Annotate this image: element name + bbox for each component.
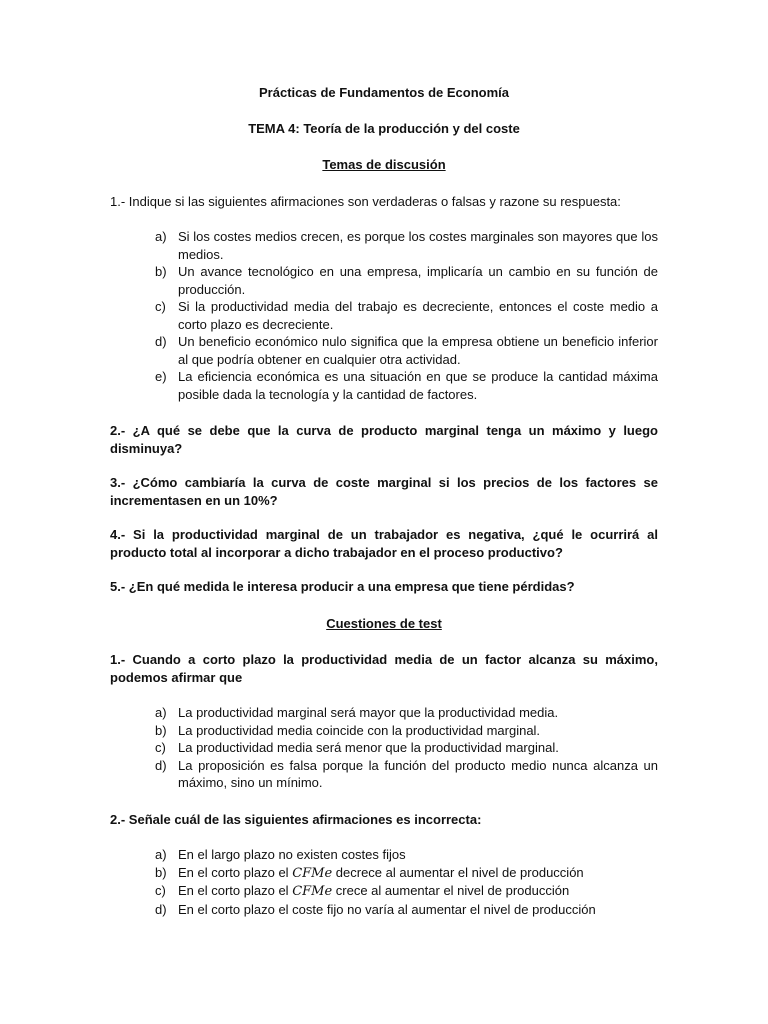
- option-text-pre: En el corto plazo el: [178, 883, 293, 898]
- section-heading-discussion: Temas de discusión: [322, 157, 446, 172]
- option-label: d): [155, 334, 167, 349]
- option-label: b): [155, 722, 167, 738]
- option-text-pre: En el corto plazo el: [178, 864, 293, 880]
- test-q2-options: [110, 846, 658, 918]
- option-item: [110, 263, 658, 298]
- option-label: b): [155, 264, 167, 279]
- document-subtitle: TEMA 4: Teoría de la producción y del coste: [248, 120, 520, 136]
- discussion-question-2: [110, 422, 658, 457]
- option-label: b): [155, 864, 167, 880]
- question-text-emphasis: incorrecta:: [414, 811, 482, 827]
- section-heading-test: Cuestiones de test: [326, 615, 442, 631]
- question-number: 2.-: [110, 811, 126, 827]
- question-number: 5.-: [110, 579, 126, 594]
- option-item: [110, 739, 658, 757]
- question-text: Si la productividad marginal de un trabajador es negativa, ¿qué le ocurrirá al producto total al incorporar a dicho trabajador en el proceso productivo?: [110, 527, 658, 560]
- option-text: Si la productividad media del trabajo es decreciente, entonces el coste medio a corto plazo es decreciente.: [178, 299, 658, 332]
- discussion-question-3: [110, 474, 658, 509]
- question-number: 4.-: [110, 527, 126, 542]
- option-text-post: crece al aumentar el nivel de producción: [332, 883, 570, 898]
- option-item: [110, 704, 658, 722]
- option-label: a): [155, 229, 167, 244]
- option-text: La productividad media será menor que la productividad marginal.: [178, 740, 559, 755]
- option-label: c): [155, 299, 166, 314]
- option-text: La productividad media coincide con la productividad marginal.: [178, 722, 541, 738]
- option-text: Un beneficio económico nulo significa que la empresa obtiene un beneficio inferior al que podría obtener en cualquier otra actividad.: [178, 334, 658, 367]
- document-page: [110, 84, 658, 918]
- question-text: ¿En qué medida le interesa producir a una empresa que tiene pérdidas?: [128, 579, 575, 594]
- discussion-question-4: [110, 526, 658, 561]
- option-label: d): [155, 757, 167, 773]
- question-number: 1.-: [110, 193, 126, 209]
- discussion-q1-options: [110, 228, 658, 403]
- option-text: En el largo plazo no existen costes fijos: [178, 847, 406, 862]
- option-item: [110, 757, 658, 792]
- option-text: Un avance tecnológico en una empresa, implicaría un cambio en su función de producción.: [178, 264, 658, 297]
- question-text: Señale cuál de las siguientes afirmaciones es: [128, 811, 415, 827]
- option-text-post: decrece al aumentar el nivel de producción: [332, 864, 584, 880]
- option-item: [110, 846, 658, 864]
- question-text: ¿Cómo cambiaría la curva de coste marginal si los precios de los factores se incrementasen en un 10%?: [110, 475, 658, 508]
- option-label: e): [155, 369, 167, 384]
- question-text: ¿A qué se debe que la curva de producto marginal tenga un máximo y luego disminuya?: [110, 423, 658, 456]
- option-item: [110, 333, 658, 368]
- option-item: [110, 228, 658, 263]
- question-text: Cuando a corto plazo la productividad media de un factor alcanza su máximo, podemos afirmar que: [110, 652, 658, 685]
- option-text: En el corto plazo el coste fijo no varía al aumentar el nivel de producción: [178, 901, 596, 917]
- option-text: La productividad marginal será mayor que la productividad media.: [178, 705, 559, 720]
- question-number: 1.-: [110, 652, 126, 667]
- option-item: [110, 298, 658, 333]
- option-item: [110, 882, 658, 901]
- discussion-question-1: [110, 193, 658, 211]
- math-symbol: CFMe: [292, 865, 333, 881]
- option-item: [110, 901, 658, 919]
- test-question-1: [110, 651, 658, 686]
- document-title: Prácticas de Fundamentos de Economía: [259, 85, 509, 100]
- discussion-question-5: [110, 578, 658, 596]
- option-text: La eficiencia económica es una situación en que se produce la cantidad máxima posible dada la tecnología y la cantidad de factores.: [178, 369, 658, 402]
- question-number: 3.-: [110, 475, 126, 490]
- question-text: Indique si las siguientes afirmaciones son verdaderas o falsas y razone su respuesta:: [128, 193, 621, 209]
- math-symbol: CFMe: [292, 884, 333, 899]
- option-label: a): [155, 847, 167, 862]
- option-item: [110, 722, 658, 740]
- option-label: d): [155, 901, 167, 917]
- option-label: c): [155, 740, 166, 755]
- option-item: [110, 368, 658, 403]
- option-item: [110, 864, 658, 883]
- test-question-2: [110, 811, 658, 829]
- option-text: La proposición es falsa porque la función del producto medio nunca alcanza un máximo, sino un mínimo.: [178, 757, 658, 790]
- option-label: a): [155, 705, 167, 720]
- test-q1-options: [110, 704, 658, 792]
- option-text: Si los costes medios crecen, es porque los costes marginales son mayores que los medios.: [178, 229, 658, 262]
- option-label: c): [155, 883, 166, 898]
- question-number: 2.-: [110, 423, 126, 438]
